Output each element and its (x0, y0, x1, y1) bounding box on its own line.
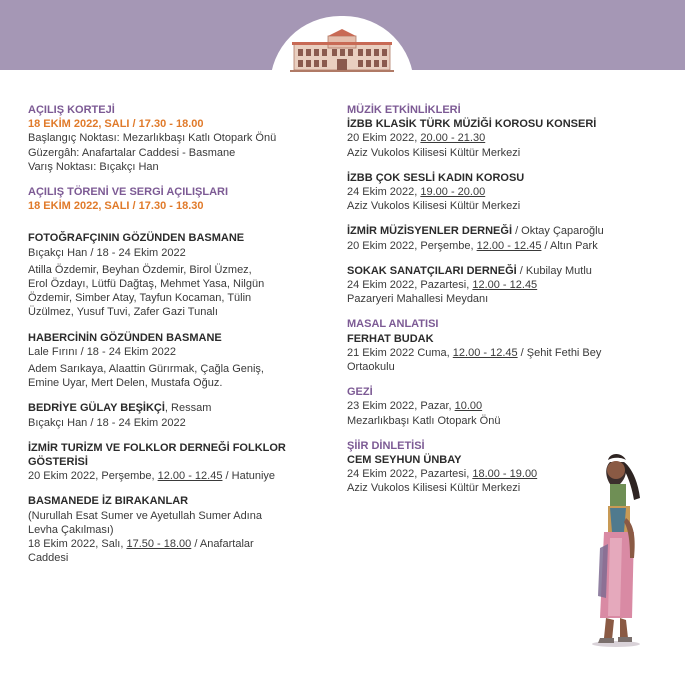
event-heading: İZMİR TURİZM VE FOLKLOR DERNEĞİ FOLKLOR (28, 441, 286, 454)
event-heading: İZMİR MÜZİSYENLER DERNEĞİ (347, 225, 513, 238)
event-date: 18 Ekim 2022, Salı, (28, 538, 127, 551)
event-venue: Bıçakçı Han / 18 - 24 Ekim 2022 (28, 416, 186, 429)
music-event-4 (347, 264, 667, 307)
event-place: / Anafartalar (191, 538, 254, 551)
route: Güzergâh: Anafartalar Caddesi - Basmane (28, 146, 236, 159)
event-heading: BASMANEDE İZ BIRAKANLAR (28, 495, 189, 508)
event-venue: Aziz Vukolos Kilisesi Kültür Merkezi (347, 200, 521, 213)
event-venue: Bıçakçı Han / 18 - 24 Ekim 2022 (28, 246, 186, 259)
event-date: 24 Ekim 2022, Pazartesi, (347, 279, 473, 292)
event-venue: Mezarlıkbaşı Katlı Otopark Önü (347, 414, 501, 427)
event-heading: İZBB ÇOK SESLİ KADIN KOROSU (347, 171, 525, 184)
right-column (347, 103, 667, 507)
event-note: (Nurullah Esat Sumer ve Ayetullah Sumer Adına (28, 509, 262, 522)
event-venue: Aziz Vukolos Kilisesi Kültür Merkezi (347, 146, 521, 159)
artist-names: Erol Özdayı, Lütfü Dağtaş, Mehmet Yasa, Nilgün (28, 278, 265, 291)
event-heading: SOKAK SANATÇILARI DERNEĞİ (347, 264, 517, 277)
event-date: 24 Ekim 2022, (347, 186, 421, 199)
event-date: 20 Ekim 2022, Perşembe, (347, 239, 477, 252)
opening-ceremony-section (28, 185, 333, 213)
photographer-exhibition (28, 231, 333, 319)
event-date: 21 Ekim 2022 Cuma, (347, 346, 453, 359)
event-place-cont: Ortaokulu (347, 361, 395, 374)
artist-names: Emine Uyar, Mert Delen, Mustafa Oğuz. (28, 377, 223, 390)
event-time: 10.00 (454, 400, 483, 413)
start-point: Başlangıç Noktası: Mezarlıkbaşı Katlı Otopark Önü (28, 132, 277, 145)
event-venue: Aziz Vukolos Kilisesi Kültür Merkezi (347, 482, 521, 495)
event-place: / Altın Park (541, 239, 598, 252)
event-note-cont: Levha Çakılması) (28, 523, 114, 536)
artist-names: Özdemir, Simber Atay, Tayfun Kocaman, Tülin (28, 292, 252, 305)
category-title: MASAL ANLATISI (347, 318, 439, 331)
event-date: 20 Ekim 2022, Perşembe, (28, 470, 158, 483)
artist-names: Üzülmez, Yusuf Tuvi, Zafer Gazi Tunalı (28, 306, 218, 319)
building-illustration-icon (290, 28, 394, 72)
event-time: 20.00 - 21.30 (420, 132, 486, 145)
story-section (347, 317, 667, 374)
artist-role: , Ressam (164, 402, 212, 415)
end-point: Varış Noktası: Bıçakçı Han (28, 160, 159, 173)
event-venue: Pazaryeri Mahallesi Meydanı (347, 293, 489, 306)
journalist-exhibition (28, 331, 333, 391)
event-date: 24 Ekim 2022, Pazartesi, (347, 468, 473, 481)
artist-names: Adem Sarıkaya, Alaattin Gürırmak, Çağla Geniş, (28, 363, 264, 376)
event-time: 12.00 - 12.45 (452, 346, 518, 359)
music-event-3 (347, 224, 667, 252)
event-time: 12.00 - 12.45 (157, 470, 223, 483)
event-date: 18 EKİM 2022, SALI / 17.30 - 18.00 (28, 118, 204, 131)
category-title: MÜZİK ETKİNLİKLERİ (347, 104, 461, 116)
opening-parade-section (28, 103, 333, 174)
event-person: / Kubilay Mutlu (516, 264, 592, 277)
music-event-2 (347, 171, 667, 214)
bedriye-exhibition (28, 401, 333, 429)
event-date: 23 Ekim 2022, Pazar, (347, 400, 455, 413)
event-heading: CEM SEYHUN ÜNBAY (347, 454, 462, 467)
event-person: / Oktay Çaparoğlu (512, 225, 604, 238)
category-title: GEZİ (347, 386, 373, 399)
category-title: AÇILIŞ KORTEJİ (28, 104, 115, 116)
event-heading: FERHAT BUDAK (347, 332, 434, 345)
event-heading: İZBB KLASİK TÜRK MÜZİĞİ KOROSU KONSERİ (347, 118, 597, 131)
woman-illustration-icon (580, 448, 658, 648)
event-place-cont: Caddesi (28, 552, 69, 565)
basmanede-event (28, 494, 333, 565)
event-heading: FOTOĞRAFÇININ GÖZÜNDEN BASMANE (28, 232, 245, 245)
event-venue: Lale Fırını / 18 - 24 Ekim 2022 (28, 345, 176, 358)
event-place: / Hatuniye (222, 470, 276, 483)
category-title: ŞİİR DİNLETİSİ (347, 439, 425, 452)
event-date: 20 Ekim 2022, (347, 132, 421, 145)
event-place: / Şehit Fethi Bey (517, 346, 602, 359)
event-heading: HABERCİNİN GÖZÜNDEN BASMANE (28, 331, 222, 344)
left-column (28, 103, 333, 576)
event-time: 18.00 - 19.00 (472, 468, 538, 481)
event-heading-cont: GÖSTERİSİ (28, 456, 88, 469)
event-time: 12.00 - 12.45 (476, 239, 542, 252)
event-time: 19.00 - 20.00 (420, 186, 486, 199)
category-title: AÇILIŞ TÖRENİ VE SERGİ AÇILIŞLARI (28, 186, 229, 199)
event-time: 12.00 - 12.45 (472, 279, 538, 292)
folklore-show (28, 441, 333, 484)
event-date: 18 EKİM 2022, SALI / 17.30 - 18.30 (28, 200, 204, 213)
event-heading: BEDRİYE GÜLAY BEŞİKÇİ (28, 402, 165, 415)
artist-names: Atilla Özdemir, Beyhan Özdemir, Birol Üzmez, (28, 263, 252, 276)
music-event-1 (347, 117, 667, 160)
event-time: 17.50 - 18.00 (126, 538, 192, 551)
trip-section (347, 385, 667, 428)
